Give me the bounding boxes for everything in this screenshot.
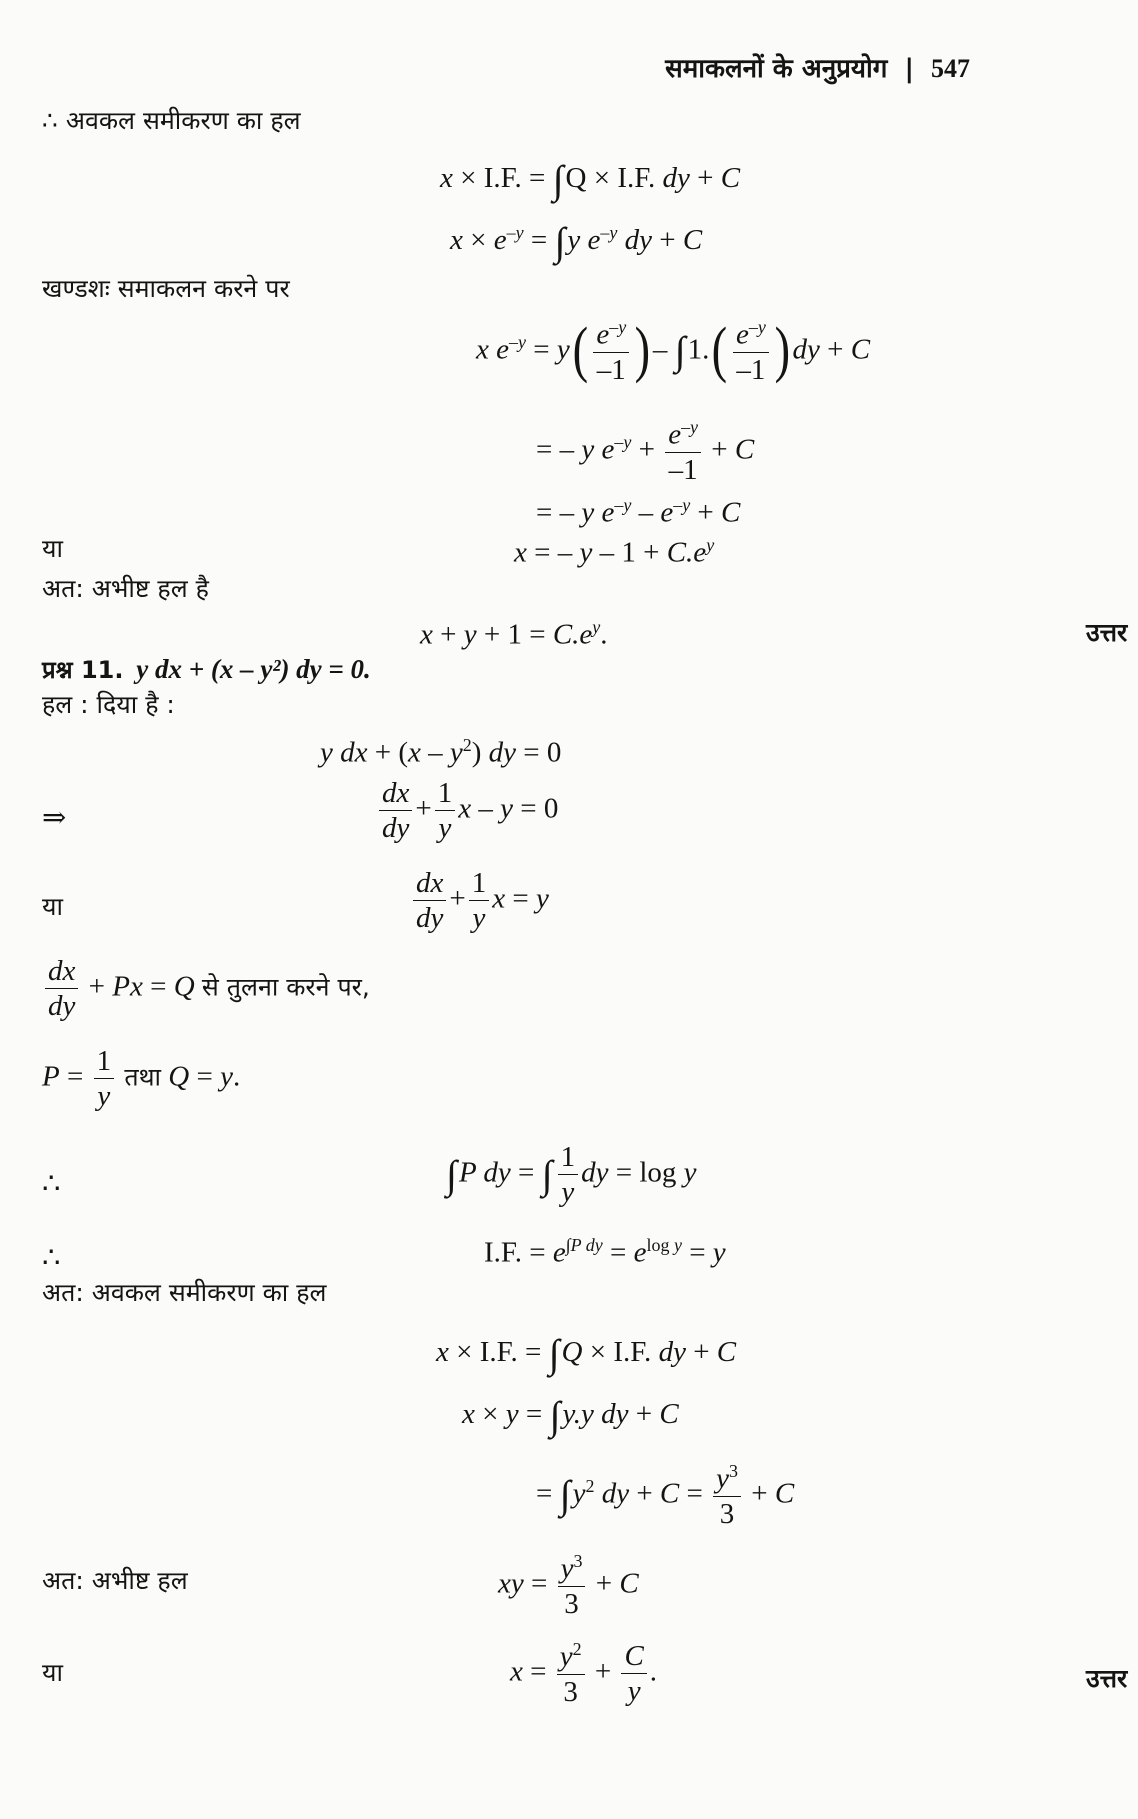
- tatha-text: तथा: [124, 1062, 162, 1092]
- solution-label-2: अत: अवकल समीकरण का हल: [42, 1278, 327, 1307]
- equation-by-parts: x $e^{-y} = y$( $\frac{e^{-y}}{-1}$ )– ∫1.( $\frac{e^{-y}}{-1}$ )dy + C: [476, 316, 871, 387]
- equation-step-3: = – y $e^{-y} - e^{-y} + C$: [536, 495, 741, 529]
- equation-if-formula: x × I.F. = ∫Q × I.F. dy + C: [440, 157, 741, 202]
- question-11: [42, 656, 371, 683]
- equation-xy: xy = $\frac{y^3}{3}$ + C: [498, 1551, 639, 1621]
- answer-label-2: उत्तर: [1086, 1664, 1128, 1693]
- integration-by-parts-label: खण्डशः समाकलन करने पर: [42, 274, 290, 303]
- or-label-3: या: [42, 1658, 63, 1687]
- implies-symbol: ⇒: [42, 802, 67, 834]
- header-separator: |: [904, 54, 914, 84]
- final-answer-q11: x = $\frac{y^2}{3}$ + $\frac{C}{y}$ .: [510, 1639, 658, 1709]
- solution-given-label: हल : दिया है :: [42, 690, 175, 719]
- equation-if-substituted-2: x × y = ∫y.y dy + C: [462, 1393, 679, 1438]
- required-solution-label: अत: अभीष्ट हल है: [42, 574, 209, 603]
- page-header: [665, 56, 970, 82]
- equation-step-4: x = – $y - 1 + C.e^y$: [514, 535, 715, 569]
- equation-if-substituted: $x \times e^{-y} = \int y$ $e^{-y}$ dy + C: [450, 219, 703, 264]
- solution-label: ∴ अवकल समीकरण का हल: [42, 106, 301, 135]
- question-label: प्रश्न 11.: [42, 656, 124, 684]
- equation-integrating-factor: I.F. = $e^{\int P dy} = e^{log y} = y$: [484, 1235, 726, 1269]
- question-equation: y dx + (x – y²) dy = 0.: [136, 654, 371, 684]
- required-solution-label-2: अत: अभीष्ट हल: [42, 1566, 188, 1595]
- equation-integrated: = $\int y^2$ dy + C = $\frac{y^3}{3}$ + C: [536, 1461, 795, 1531]
- equation-if-formula-2: x × I.F. = ∫Q × I.F. dy + C: [436, 1331, 737, 1376]
- final-answer-q10: $x + y + 1 = C.e^y$.: [420, 617, 608, 651]
- equation-linear-form-1: $\frac{dx}{dy}$ + $\frac{1}{y}$ x – y = 0: [376, 778, 558, 844]
- comparison-line: $\frac{dx}{dy}$ + Px = Q से तुलना करने पर,: [42, 956, 370, 1022]
- equation-step-2: = – y $e^{-y}$ + $\frac{e^{-y}}{-1}$ + C: [536, 417, 755, 487]
- therefore-symbol-2: ∴: [42, 1242, 61, 1274]
- or-label-2: या: [42, 892, 63, 921]
- p-q-values: P = $\frac{1}{y}$ तथा Q = y.: [42, 1045, 241, 1113]
- chapter-title: समाकलनों के अनुप्रयोग: [665, 54, 888, 84]
- equation-linear-form-2: $\frac{dx}{dy}$ + $\frac{1}{y}$ x = y: [410, 868, 549, 934]
- therefore-symbol-1: ∴: [42, 1168, 61, 1200]
- answer-label: उत्तर: [1086, 618, 1128, 647]
- equation-integral-p: ∫P dy = ∫ $\frac{1}{y}$ dy = log y: [446, 1141, 697, 1209]
- comparison-text: से तुलना करने पर,: [201, 972, 370, 1002]
- equation-given: y dx + $(x - y^2)$ dy = 0: [320, 735, 562, 769]
- page-number: 547: [931, 54, 970, 83]
- or-label: या: [42, 534, 63, 563]
